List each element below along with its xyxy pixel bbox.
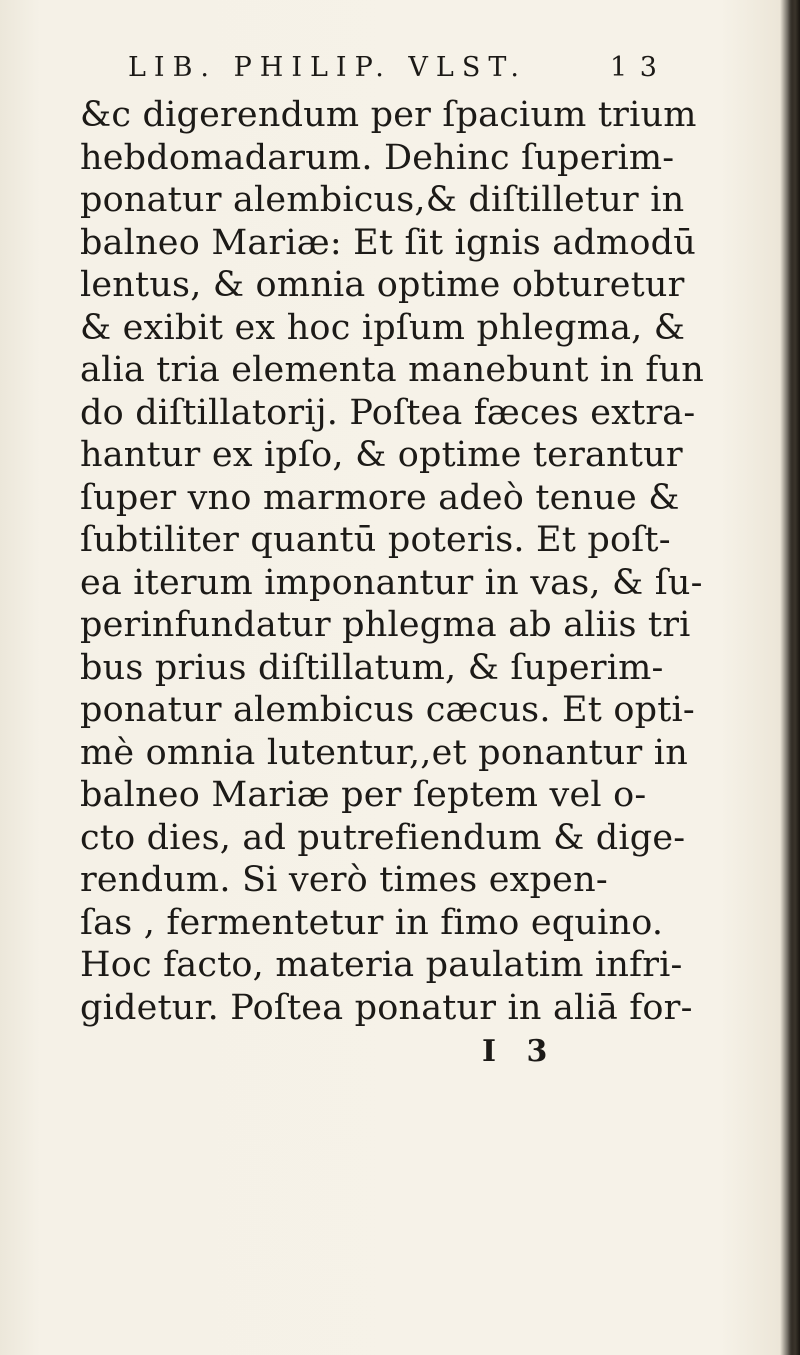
text-line: &c digerendum per ſpacium trium bbox=[80, 95, 697, 135]
text-line: rendum. Si verò times expen- bbox=[80, 860, 608, 900]
text-line: ponatur alembicus,& diſtilletur in bbox=[80, 180, 685, 220]
text-line: ſubtiliter quantū poteris. Et poſt- bbox=[80, 520, 671, 560]
text-line: balneo Mariæ: Et ſit ignis admodū bbox=[80, 222, 696, 263]
text-line: perinfundatur phlegma ab aliis tri bbox=[80, 605, 691, 645]
text-line: ea iterum imponantur in vas, & ſu- bbox=[80, 562, 703, 603]
text-line: balneo Mariæ per ſeptem vel o- bbox=[80, 775, 647, 815]
signature-mark: I 3 bbox=[482, 1034, 558, 1069]
text-line: Hoc facto, materia paulatim infri- bbox=[80, 945, 683, 985]
text-line: hebdomadarum. Dehinc ſuperim- bbox=[80, 137, 675, 178]
running-title: LIB. PHILIP. VLST. bbox=[128, 52, 527, 83]
text-line: hantur ex ipſo, & optime terantur bbox=[80, 435, 683, 475]
text-line: do diſtillatorij. Poſtea fæces extra- bbox=[80, 392, 696, 433]
text-line: cto dies, ad putrefiendum & dige- bbox=[80, 817, 686, 858]
page-edge-shadow bbox=[788, 0, 800, 1355]
text-line: ſuper vno marmore adeò tenue & bbox=[80, 477, 680, 518]
text-line: mè omnia lutentur,,et ponantur in bbox=[80, 732, 688, 773]
text-line: & exibit ex hoc ipſum phlegma, & bbox=[80, 307, 686, 348]
text-line: ſas , fermentetur in fimo equino. bbox=[80, 902, 664, 943]
body-text bbox=[80, 94, 705, 1029]
text-line: alia tria elementa manebunt in fun bbox=[80, 350, 705, 390]
text-line: ponatur alembicus cæcus. Et opti- bbox=[80, 690, 695, 730]
text-line: gidetur. Poſtea ponatur in aliā for- bbox=[80, 987, 693, 1028]
text-line: bus prius diſtillatum, & ſuperim- bbox=[80, 647, 664, 688]
text-line: lentus, & omnia optime obturetur bbox=[80, 265, 685, 305]
page-number: 1 3 bbox=[610, 52, 659, 83]
